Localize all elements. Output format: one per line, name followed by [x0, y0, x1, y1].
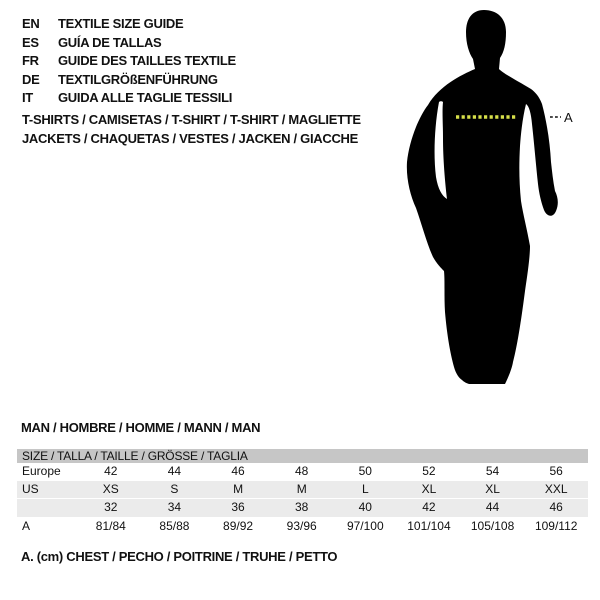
- size-cell: 46: [231, 464, 245, 478]
- language-label: GUIDE DES TAILLES TEXTILE: [58, 53, 236, 68]
- size-cell: 48: [295, 464, 309, 478]
- size-cell: 52: [422, 464, 436, 478]
- language-code: FR: [22, 53, 39, 68]
- size-cell: XXL: [544, 481, 568, 496]
- size-cell: 38: [295, 500, 309, 514]
- size-cell: 101/104: [407, 518, 451, 533]
- language-code: ES: [22, 34, 39, 50]
- language-guide-list: [22, 15, 236, 108]
- size-cell: XL: [421, 481, 437, 496]
- table-row-europe: [17, 463, 588, 481]
- size-cell: S: [170, 481, 179, 496]
- language-code: EN: [22, 16, 40, 31]
- size-table: [17, 449, 588, 535]
- size-cell: M: [233, 481, 244, 496]
- measurement-figure: [395, 5, 585, 400]
- size-cell: 54: [485, 464, 500, 478]
- language-row: [22, 34, 236, 53]
- size-cell: XS: [102, 481, 119, 496]
- language-row: [22, 52, 236, 71]
- row-label: A: [22, 518, 31, 533]
- table-row-chest-a: [17, 518, 588, 536]
- language-row: [22, 71, 236, 90]
- size-cell: 42: [422, 500, 436, 514]
- language-code: DE: [22, 71, 40, 87]
- garment-types-line2: JACKETS / CHAQUETAS / VESTES / JACKEN / GIACCHE: [22, 130, 358, 146]
- size-cell: 50: [358, 464, 372, 478]
- size-cell: 81/84: [95, 518, 126, 533]
- garment-types-line1: T-SHIRTS / CAMISETAS / T-SHIRT / T-SHIRT / MAGLIETTE: [22, 112, 361, 127]
- garment-types: [22, 111, 361, 148]
- language-label: TEXTILGRÖßENFÜHRUNG: [58, 71, 218, 87]
- section-title-man: MAN / HOMBRE / HOMME / MANN / MAN: [21, 420, 261, 435]
- language-label: GUIDA ALLE TAGLIE TESSILI: [58, 90, 233, 105]
- size-cell: 46: [549, 500, 563, 514]
- table-row-us: [17, 481, 588, 500]
- measurement-footnote: A. (cm) CHEST / PECHO / POITRINE / TRUHE / PETTO: [21, 549, 338, 564]
- row-label: Europe: [22, 464, 61, 478]
- size-cell: 34: [167, 500, 182, 514]
- size-cell: 85/88: [159, 518, 190, 533]
- size-cell: 42: [104, 464, 118, 478]
- size-cell: XL: [485, 481, 500, 496]
- language-label: GUÍA DE TALLAS: [58, 34, 162, 50]
- measurement-label-a: A: [564, 110, 573, 125]
- size-cell: 89/92: [223, 518, 254, 533]
- size-cell: 36: [231, 500, 245, 514]
- table-row-us-numeric: [17, 499, 588, 518]
- size-cell: 44: [485, 500, 500, 514]
- size-table-header: SIZE / TALLA / TAILLE / GRÖSSE / TAGLIA: [17, 449, 588, 463]
- language-row: [22, 15, 236, 34]
- size-cell: 109/112: [534, 518, 578, 533]
- man-silhouette-figure: [407, 10, 558, 384]
- size-cell: 93/96: [286, 518, 317, 533]
- size-cell: M: [296, 481, 307, 496]
- size-cell: 105/108: [470, 518, 515, 533]
- size-cell: 97/100: [346, 518, 384, 533]
- language-code: IT: [22, 90, 33, 105]
- size-cell: 40: [358, 500, 372, 514]
- size-cell: 44: [167, 464, 182, 478]
- size-cell: 56: [549, 464, 563, 478]
- language-label: TEXTILE SIZE GUIDE: [58, 16, 184, 31]
- language-row: [22, 89, 236, 108]
- size-cell: L: [361, 481, 369, 496]
- row-label: US: [22, 481, 39, 496]
- size-cell: 32: [104, 500, 118, 514]
